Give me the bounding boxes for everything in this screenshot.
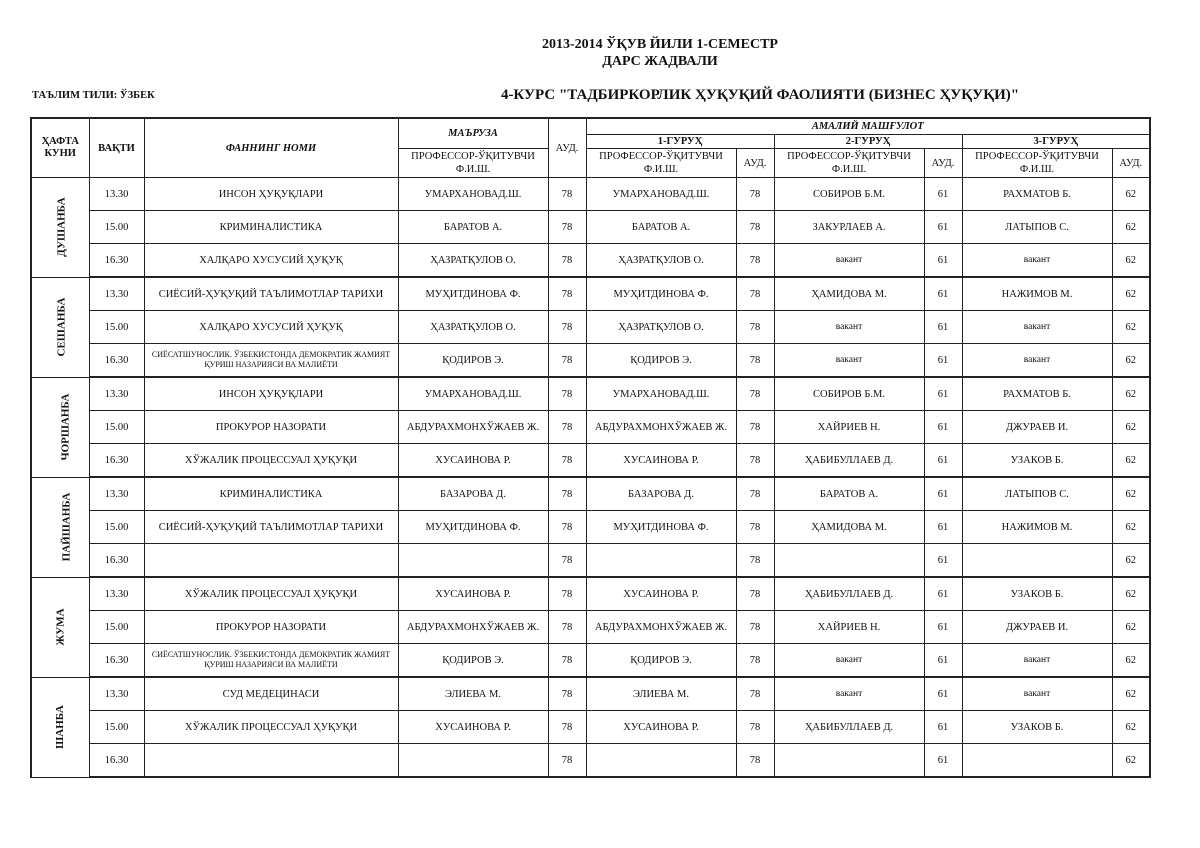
group2-aud-cell: 61 (924, 477, 962, 511)
group2-aud-cell: 61 (924, 311, 962, 344)
group2-aud-cell: 61 (924, 711, 962, 744)
schedule-row (31, 311, 1150, 344)
day-cell (31, 477, 89, 577)
group1-teacher-cell: БАРАТОВ А. (586, 211, 736, 244)
group2-aud-cell: 61 (924, 677, 962, 711)
schedule-row (31, 344, 1150, 378)
day-cell (31, 677, 89, 777)
group3-aud-cell: 62 (1112, 477, 1150, 511)
group2-teacher-cell: СОБИРОВ Б.М. (774, 377, 924, 411)
col-g1-aud: АУД. (736, 149, 774, 178)
schedule-row (31, 178, 1150, 211)
lecture-aud-cell: 78 (548, 211, 586, 244)
group2-teacher-cell: ХАЙРИЕВ Н. (774, 411, 924, 444)
schedule-row (31, 277, 1150, 311)
lecture-aud-cell: 78 (548, 344, 586, 378)
subject-cell: ПРОКУРОР НАЗОРАТИ (144, 411, 398, 444)
group1-teacher-cell: БАЗАРОВА Д. (586, 477, 736, 511)
schedule-row (31, 677, 1150, 711)
group1-teacher-cell: ҲАЗРАТҚУЛОВ О. (586, 311, 736, 344)
schedule-row (31, 244, 1150, 278)
group2-teacher-cell: СОБИРОВ Б.М. (774, 178, 924, 211)
group3-teacher-cell: НАЖИМОВ М. (962, 277, 1112, 311)
group2-aud-cell: 61 (924, 377, 962, 411)
subject-cell: КРИМИНАЛИСТИКА (144, 211, 398, 244)
group3-teacher-cell: вакант (962, 311, 1112, 344)
group2-aud-cell: 61 (924, 344, 962, 378)
subject-cell: КРИМИНАЛИСТИКА (144, 477, 398, 511)
group2-aud-cell: 61 (924, 211, 962, 244)
subject-cell: ХЎЖАЛИК ПРОЦЕССУАЛ ҲУҚУҚИ (144, 577, 398, 611)
group2-aud-cell: 61 (924, 577, 962, 611)
time-cell: 16.30 (89, 244, 144, 278)
group3-teacher-cell: НАЖИМОВ М. (962, 511, 1112, 544)
lecture-aud-cell: 78 (548, 744, 586, 778)
group2-teacher-cell: ЗАКУРЛАЕВ А. (774, 211, 924, 244)
time-cell: 15.00 (89, 511, 144, 544)
group1-teacher-cell: МУҲИТДИНОВА Ф. (586, 511, 736, 544)
group3-teacher-cell: ДЖУРАЕВ И. (962, 411, 1112, 444)
time-cell: 13.30 (89, 677, 144, 711)
group3-aud-cell: 62 (1112, 211, 1150, 244)
group1-aud-cell: 78 (736, 244, 774, 278)
group1-aud-cell: 78 (736, 211, 774, 244)
group3-aud-cell: 62 (1112, 744, 1150, 778)
col-day: ҲАФТА КУНИ (31, 118, 89, 178)
schedule-row (31, 477, 1150, 511)
group2-aud-cell: 61 (924, 178, 962, 211)
schedule-row (31, 644, 1150, 678)
group3-aud-cell: 62 (1112, 411, 1150, 444)
lecture-teacher-cell: ХУСАИНОВА Р. (398, 444, 548, 478)
group1-aud-cell: 78 (736, 344, 774, 378)
group2-aud-cell: 61 (924, 277, 962, 311)
lecture-aud-cell: 78 (548, 544, 586, 578)
group2-aud-cell: 61 (924, 411, 962, 444)
group2-teacher-cell (774, 544, 924, 578)
group1-teacher-cell: ҚОДИРОВ Э. (586, 644, 736, 678)
group2-aud-cell: 61 (924, 511, 962, 544)
col-group1: 1-ГУРУҲ (586, 135, 774, 149)
group2-teacher-cell: вакант (774, 344, 924, 378)
day-name: ШАНБА (54, 705, 67, 749)
group1-aud-cell: 78 (736, 411, 774, 444)
time-cell: 13.30 (89, 277, 144, 311)
course-title: 4-КУРС "ТАДБИРКОРЛИК ҲУҚУҚИЙ ФАОЛИЯТИ (БИЗНЕС ҲУҚУҚИ)" (500, 87, 1020, 103)
group3-aud-cell: 62 (1112, 344, 1150, 378)
schedule-row (31, 411, 1150, 444)
group1-aud-cell: 78 (736, 178, 774, 211)
group1-aud-cell: 78 (736, 611, 774, 644)
group3-aud-cell: 62 (1112, 677, 1150, 711)
group3-teacher-cell: УЗАКОВ Б. (962, 444, 1112, 478)
group3-teacher-cell: УЗАКОВ Б. (962, 577, 1112, 611)
group3-teacher-cell: РАХМАТОВ Б. (962, 178, 1112, 211)
subject-cell: СУД МЕДЕЦИНАСИ (144, 677, 398, 711)
schedule-table (30, 117, 1151, 778)
group3-aud-cell: 62 (1112, 544, 1150, 578)
subject-cell: ХЎЖАЛИК ПРОЦЕССУАЛ ҲУҚУҚИ (144, 444, 398, 478)
group1-teacher-cell: УМАРХАНОВАД.Ш. (586, 377, 736, 411)
group1-aud-cell: 78 (736, 377, 774, 411)
subject-cell (144, 744, 398, 778)
group2-aud-cell: 61 (924, 444, 962, 478)
group3-teacher-cell: вакант (962, 244, 1112, 278)
group3-teacher-cell: ДЖУРАЕВ И. (962, 611, 1112, 644)
group2-teacher-cell: ҲАМИДОВА М. (774, 277, 924, 311)
group1-aud-cell: 78 (736, 744, 774, 778)
schedule-row (31, 444, 1150, 478)
schedule-row (31, 377, 1150, 411)
group3-teacher-cell: РАХМАТОВ Б. (962, 377, 1112, 411)
group1-aud-cell: 78 (736, 544, 774, 578)
group1-teacher-cell: ЭЛИЕВА М. (586, 677, 736, 711)
lecture-aud-cell: 78 (548, 711, 586, 744)
col-practical: АМАЛИЙ МАШҒУЛОТ (586, 118, 1150, 135)
group2-aud-cell: 61 (924, 611, 962, 644)
group2-teacher-cell: БАРАТОВ А. (774, 477, 924, 511)
lecture-aud-cell: 78 (548, 511, 586, 544)
group2-teacher-cell: ҲАБИБУЛЛАЕВ Д. (774, 711, 924, 744)
col-time: ВАҚТИ (89, 118, 144, 178)
subject-cell: СИЁСИЙ-ҲУҚУҚИЙ ТАЪЛИМОТЛАР ТАРИХИ (144, 277, 398, 311)
lecture-aud-cell: 78 (548, 411, 586, 444)
subject-cell: СИЁСИЙ-ҲУҚУҚИЙ ТАЪЛИМОТЛАР ТАРИХИ (144, 511, 398, 544)
header-line-2: ДАРС ЖАДВАЛИ (602, 54, 718, 69)
lecture-teacher-cell (398, 544, 548, 578)
language-label: ТАЪЛИМ ТИЛИ: ЎЗБЕК (32, 90, 155, 101)
group3-aud-cell: 62 (1112, 244, 1150, 278)
lecture-aud-cell: 78 (548, 311, 586, 344)
group1-aud-cell: 78 (736, 511, 774, 544)
group3-aud-cell: 62 (1112, 377, 1150, 411)
time-cell: 16.30 (89, 544, 144, 578)
lecture-teacher-cell: АБДУРАХМОНХЎЖАЕВ Ж. (398, 411, 548, 444)
lecture-aud-cell: 78 (548, 377, 586, 411)
group1-aud-cell: 78 (736, 577, 774, 611)
time-cell: 16.30 (89, 344, 144, 378)
schedule-row (31, 744, 1150, 778)
col-g2-aud: АУД. (924, 149, 962, 178)
group3-aud-cell: 62 (1112, 178, 1150, 211)
group1-teacher-cell: МУҲИТДИНОВА Ф. (586, 277, 736, 311)
time-cell: 13.30 (89, 178, 144, 211)
group1-aud-cell: 78 (736, 644, 774, 678)
lecture-aud-cell: 78 (548, 577, 586, 611)
group3-aud-cell: 62 (1112, 644, 1150, 678)
day-name: ЧОРШАНБА (59, 393, 72, 461)
lecture-teacher-cell: МУҲИТДИНОВА Ф. (398, 277, 548, 311)
lecture-aud-cell: 78 (548, 444, 586, 478)
lecture-teacher-cell: ҲАЗРАТҚУЛОВ О. (398, 311, 548, 344)
time-cell: 16.30 (89, 644, 144, 678)
group2-teacher-cell: ҲАБИБУЛЛАЕВ Д. (774, 577, 924, 611)
group3-aud-cell: 62 (1112, 711, 1150, 744)
group2-teacher-cell: вакант (774, 644, 924, 678)
schedule-row (31, 577, 1150, 611)
group1-aud-cell: 78 (736, 311, 774, 344)
group2-teacher-cell: вакант (774, 244, 924, 278)
subject-cell: ХАЛҚАРО ХУСУСИЙ ҲУҚУҚ (144, 311, 398, 344)
lecture-aud-cell: 78 (548, 611, 586, 644)
time-cell: 16.30 (89, 744, 144, 778)
subject-cell: ПРОКУРОР НАЗОРАТИ (144, 611, 398, 644)
lecture-teacher-cell: БАРАТОВ А. (398, 211, 548, 244)
time-cell: 15.00 (89, 211, 144, 244)
group3-teacher-cell: вакант (962, 644, 1112, 678)
group1-teacher-cell: ҲАЗРАТҚУЛОВ О. (586, 244, 736, 278)
group3-aud-cell: 62 (1112, 277, 1150, 311)
lecture-aud-cell: 78 (548, 477, 586, 511)
group1-aud-cell: 78 (736, 277, 774, 311)
lecture-teacher-cell: УМАРХАНОВАД.Ш. (398, 178, 548, 211)
group1-aud-cell: 78 (736, 444, 774, 478)
group3-aud-cell: 62 (1112, 611, 1150, 644)
group1-teacher-cell: УМАРХАНОВАД.Ш. (586, 178, 736, 211)
lecture-aud-cell: 78 (548, 277, 586, 311)
day-cell (31, 277, 89, 377)
group1-aud-cell: 78 (736, 711, 774, 744)
schedule-row (31, 211, 1150, 244)
day-name: ЖУМА (54, 608, 67, 646)
group1-teacher-cell (586, 744, 736, 778)
group1-aud-cell: 78 (736, 477, 774, 511)
group3-teacher-cell: ЛАТЫПОВ С. (962, 477, 1112, 511)
group3-teacher-cell: УЗАКОВ Б. (962, 711, 1112, 744)
schedule-row (31, 611, 1150, 644)
lecture-teacher-cell: ҚОДИРОВ Э. (398, 644, 548, 678)
day-cell (31, 577, 89, 677)
time-cell: 15.00 (89, 311, 144, 344)
lecture-teacher-cell: УМАРХАНОВАД.Ш. (398, 377, 548, 411)
col-lecture: МАЪРУЗА (398, 118, 548, 149)
group3-teacher-cell: вакант (962, 344, 1112, 378)
subject-cell: ХЎЖАЛИК ПРОЦЕССУАЛ ҲУҚУҚИ (144, 711, 398, 744)
subject-cell: ХАЛҚАРО ХУСУСИЙ ҲУҚУҚ (144, 244, 398, 278)
schedule-row (31, 511, 1150, 544)
col-lecture-teacher: ПРОФЕССОР-ЎҚИТУВЧИ Ф.И.Ш. (398, 149, 548, 178)
group2-teacher-cell: ҲАБИБУЛЛАЕВ Д. (774, 444, 924, 478)
group2-teacher-cell (774, 744, 924, 778)
col-lecture-aud: АУД. (548, 118, 586, 178)
day-name: ПАЙШАНБА (60, 492, 73, 562)
group2-teacher-cell: ҲАМИДОВА М. (774, 511, 924, 544)
group1-teacher-cell: АБДУРАХМОНХЎЖАЕВ Ж. (586, 411, 736, 444)
lecture-teacher-cell: АБДУРАХМОНХЎЖАЕВ Ж. (398, 611, 548, 644)
day-cell (31, 377, 89, 477)
group2-teacher-cell: вакант (774, 677, 924, 711)
subject-cell: ИНСОН ҲУҚУҚЛАРИ (144, 178, 398, 211)
time-cell: 15.00 (89, 711, 144, 744)
group3-teacher-cell: вакант (962, 677, 1112, 711)
group3-aud-cell: 62 (1112, 577, 1150, 611)
group2-teacher-cell: вакант (774, 311, 924, 344)
group1-teacher-cell: ХУСАИНОВА Р. (586, 711, 736, 744)
subject-cell: СИЁСАТШУНОСЛИК. ЎЗБЕКИСТОНДА ДЕМОКРАТИК ЖАМИЯТ ҚУРИШ НАЗАРИЯСИ ВА МАЛИЁТИ (144, 344, 398, 378)
lecture-teacher-cell: ҲАЗРАТҚУЛОВ О. (398, 244, 548, 278)
group2-aud-cell: 61 (924, 244, 962, 278)
col-subject: ФАННИНГ НОМИ (144, 118, 398, 178)
group3-teacher-cell: ЛАТЫПОВ С. (962, 211, 1112, 244)
subject-cell: СИЁСАТШУНОСЛИК. ЎЗБЕКИСТОНДА ДЕМОКРАТИК ЖАМИЯТ ҚУРИШ НАЗАРИЯСИ ВА МАЛИЁТИ (144, 644, 398, 678)
lecture-aud-cell: 78 (548, 244, 586, 278)
group3-aud-cell: 62 (1112, 444, 1150, 478)
schedule-row (31, 544, 1150, 578)
group3-aud-cell: 62 (1112, 311, 1150, 344)
group1-teacher-cell: АБДУРАХМОНХЎЖАЕВ Ж. (586, 611, 736, 644)
lecture-teacher-cell: ЭЛИЕВА М. (398, 677, 548, 711)
time-cell: 13.30 (89, 577, 144, 611)
time-cell: 13.30 (89, 377, 144, 411)
lecture-teacher-cell (398, 744, 548, 778)
col-g1-teacher: ПРОФЕССОР-ЎҚИТУВЧИ Ф.И.Ш. (586, 149, 736, 178)
group1-aud-cell: 78 (736, 677, 774, 711)
header-line-1: 2013-2014 ЎҚУВ ЙИЛИ 1-СЕМЕСТР (542, 37, 778, 52)
col-g3-teacher: ПРОФЕССОР-ЎҚИТУВЧИ Ф.И.Ш. (962, 149, 1112, 178)
col-group2: 2-ГУРУҲ (774, 135, 962, 149)
time-cell: 13.30 (89, 477, 144, 511)
time-cell: 16.30 (89, 444, 144, 478)
lecture-teacher-cell: ҚОДИРОВ Э. (398, 344, 548, 378)
group2-teacher-cell: ХАЙРИЕВ Н. (774, 611, 924, 644)
group2-aud-cell: 61 (924, 544, 962, 578)
group3-teacher-cell (962, 744, 1112, 778)
group1-teacher-cell: ХУСАИНОВА Р. (586, 577, 736, 611)
day-cell (31, 178, 89, 278)
schedule-row (31, 711, 1150, 744)
lecture-teacher-cell: МУҲИТДИНОВА Ф. (398, 511, 548, 544)
time-cell: 15.00 (89, 411, 144, 444)
col-group3: 3-ГУРУҲ (962, 135, 1150, 149)
day-name: ДУШАНБА (55, 197, 68, 257)
lecture-teacher-cell: БАЗАРОВА Д. (398, 477, 548, 511)
subject-cell (144, 544, 398, 578)
col-g3-aud: АУД. (1112, 149, 1150, 178)
group1-teacher-cell (586, 544, 736, 578)
time-cell: 15.00 (89, 611, 144, 644)
lecture-aud-cell: 78 (548, 644, 586, 678)
day-name: СЕШАНБА (55, 297, 68, 357)
group2-aud-cell: 61 (924, 744, 962, 778)
lecture-aud-cell: 78 (548, 677, 586, 711)
lecture-teacher-cell: ХУСАИНОВА Р. (398, 711, 548, 744)
lecture-teacher-cell: ХУСАИНОВА Р. (398, 577, 548, 611)
lecture-aud-cell: 78 (548, 178, 586, 211)
col-g2-teacher: ПРОФЕССОР-ЎҚИТУВЧИ Ф.И.Ш. (774, 149, 924, 178)
group1-teacher-cell: ҚОДИРОВ Э. (586, 344, 736, 378)
group3-aud-cell: 62 (1112, 511, 1150, 544)
group2-aud-cell: 61 (924, 644, 962, 678)
group1-teacher-cell: ХУСАИНОВА Р. (586, 444, 736, 478)
group3-teacher-cell (962, 544, 1112, 578)
subject-cell: ИНСОН ҲУҚУҚЛАРИ (144, 377, 398, 411)
